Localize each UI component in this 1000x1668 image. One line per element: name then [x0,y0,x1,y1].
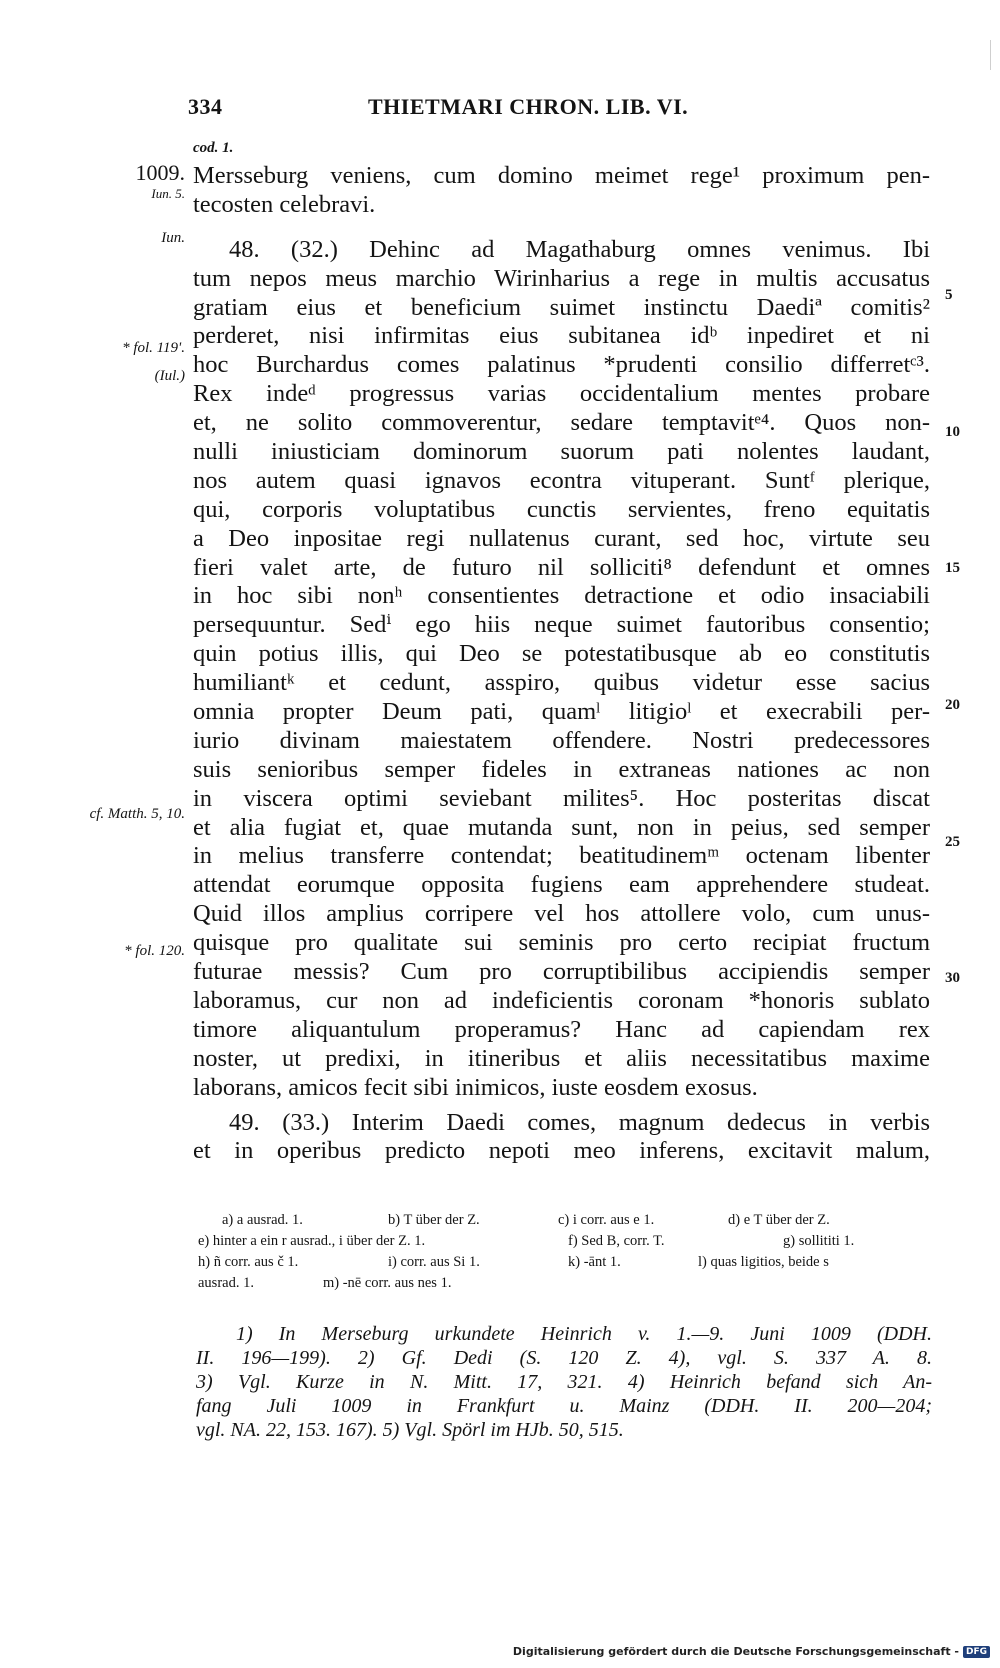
text-line: attendat eorumque opposita fugiens eam apprehendere studeat. [193,871,930,899]
text-line: et alia fugiat et, quae mutanda sunt, non in peius, sed semper [193,813,930,841]
apparatus-note: k) -ānt 1. [568,1254,621,1270]
text-line: perderet, nisi infirmitas eius subitanea idᵇ inpediret et ni [193,322,930,350]
main-text [193,162,930,1166]
text-line: humiliantᵏ et cedunt, asspiro, quibus videtur esse sacius [193,669,930,697]
margin-iun: Iun. [161,230,185,246]
margin-iul: (Iul.) [154,368,185,384]
apparatus-note: g) sollititi 1. [783,1233,855,1249]
text-line: quin potius illis, qui Deo se potestatibusque ab eo constitutis [193,640,930,668]
text-line: nos autem quasi ignavos econtra vituperant. Suntᶠ plerique, [193,466,930,494]
margin-year: 1009. [135,160,185,185]
text-line: Mersseburg veniens, cum domino meimet rege¹ proximum pen- [193,162,930,189]
text-line: in melius transferre contendat; beatitudinemᵐ octenam libenter [193,842,930,870]
line-number-20: 20 [945,697,960,713]
apparatus-note: i) corr. aus Si 1. [388,1254,480,1270]
apparatus-note: c) i corr. aus e 1. [558,1212,655,1228]
text-line: 49. (33.) Interim Daedi comes, magnum dedecus in verbis [229,1108,930,1136]
margin-fol-119: * fol. 119'. [122,340,185,356]
margin-date-iun5-text: Iun. 5. [151,186,185,201]
apparatus-note: m) -nē corr. aus nes 1. [323,1275,452,1291]
apparatus-note: f) Sed B, corr. T. [568,1233,665,1249]
footnote-line: fang Juli 1009 in Frankfurt u. Mainz (DDH. II. 200—204; [196,1395,932,1417]
line-number-25: 25 [945,834,960,850]
apparatus-note: h) ñ corr. aus č 1. [198,1254,299,1270]
margin-fol-120: * fol. 120. [124,943,185,959]
apparatus-note: l) quas ligitios, beide s [698,1254,829,1270]
footnote-line: 1) In Merseburg urkundete Heinrich v. 1.—9. Juni 1009 (DDH. [236,1323,932,1345]
apparatus-note: e) hinter a ein r ausrad., i über der Z. 1. [198,1233,426,1249]
footer-text: Digitalisierung gefördert durch die Deutsche Forschungsgemeinschaft - [512,1645,959,1658]
apparatus-row [198,1252,930,1273]
line-number-15: 15 [945,560,960,576]
page-number: 334 [188,94,223,119]
text-line: futurae messis? Cum pro corruptibilibus accipiendis semper [193,958,930,986]
text-line: noster, ut predixi, in itineribus et aliis necessitatibus maxime [193,1044,930,1072]
text-line: hoc Burchardus comes palatinus *prudenti consilio differretᶜ³. [193,351,930,379]
running-title: THIETMARI CHRON. LIB. VI. [368,94,689,119]
text-line: gratiam eius et beneficium suimet instinctu Daediª comitis² [193,293,930,321]
footnote-line: vgl. NA. 22, 153. 167). 5) Vgl. Spörl im HJb. 50, 515. [196,1419,624,1441]
apparatus-note: b) T über der Z. [388,1212,480,1228]
line-number-10: 10 [945,424,960,440]
margin-matth: cf. Matth. 5, 10. [89,806,185,822]
text-line: et, ne solito commoverentur, sedare temptavitᵉ⁴. Quos non- [193,409,930,437]
text-line: laboramus, cur non ad indeficientis coronam *honoris sublato [193,986,930,1014]
text-line: qui, corporis voluptatibus cunctis servientes, freno equitatis [193,495,930,523]
text-line: nulli iniusticiam dominorum suorum pati nolentes laudant, [193,438,930,466]
text-line: iurio divinam maiestatem offendere. Nostri predecessores [193,726,930,754]
text-line: tecosten celebravi. [193,190,376,218]
codex-label: cod. 1. [193,140,234,156]
text-line: laborans, amicos fecit sibi inimicos, iuste eosdem exosus. [193,1073,758,1101]
digitization-footer [513,1645,990,1658]
footnote-line: 3) Vgl. Kurze in N. Mitt. 17, 321. 4) Heinrich befand sich An- [196,1371,932,1393]
text-line: persequuntur. Sedⁱ ego hiis neque suimet fautoribus consentio; [193,611,930,639]
apparatus-note: a) a ausrad. 1. [222,1212,303,1228]
text-line: in hoc sibi nonʰ consentientes detractione et odio insaciabili [193,582,930,610]
footnote-line: II. 196—199). 2) Gf. Dedi (S. 120 Z. 4), vgl. S. 337 A. 8. [196,1347,932,1369]
page-edge-mark [990,40,991,70]
apparatus-note: ausrad. 1. [198,1275,254,1291]
critical-apparatus [198,1210,930,1294]
page-header [188,94,930,128]
text-line: suis senioribus semper fideles in extraneas nationes ac non [193,755,930,783]
text-line: a Deo inpositae regi nullatenus curant, sed hoc, virtute seu [193,524,930,552]
text-line: et in operibus predicto nepoti meo inferens, excitavit malum, [193,1137,930,1165]
line-number-30: 30 [945,970,960,986]
margin-date-iun5 [0,186,185,203]
apparatus-row [198,1231,930,1252]
apparatus-note: d) e T über der Z. [728,1212,830,1228]
text-line: Rex indeᵈ progressus varias occidentalium mentes probare [193,380,930,408]
text-line: 48. (32.) Dehinc ad Magathaburg omnes venimus. Ibi [229,235,930,263]
text-line: omnia propter Deum pati, quamˡ litigioˡ et execrabili per- [193,698,930,726]
text-line: Quid illos amplius corripere vel hos attollere volo, cum unus- [193,900,930,928]
apparatus-row [198,1273,930,1294]
text-line: fieri valet arte, de futuro nil solliciti⁸ defendunt et omnes [193,553,930,581]
text-line: timore aliquantulum properamus? Hanc ad capiendam rex [193,1015,930,1043]
text-line: in viscera optimi seviebant milites⁵. Hoc posteritas discat [193,784,930,812]
text-line: quisque pro qualitate sui seminis pro certo recipiat fructum [193,929,930,957]
apparatus-row [198,1210,930,1231]
dfg-logo: DFG [963,1646,990,1658]
footnotes [196,1322,932,1442]
line-number-5: 5 [945,287,953,303]
text-line: tum nepos meus marchio Wirinharius a rege in multis accusatus [193,264,930,292]
